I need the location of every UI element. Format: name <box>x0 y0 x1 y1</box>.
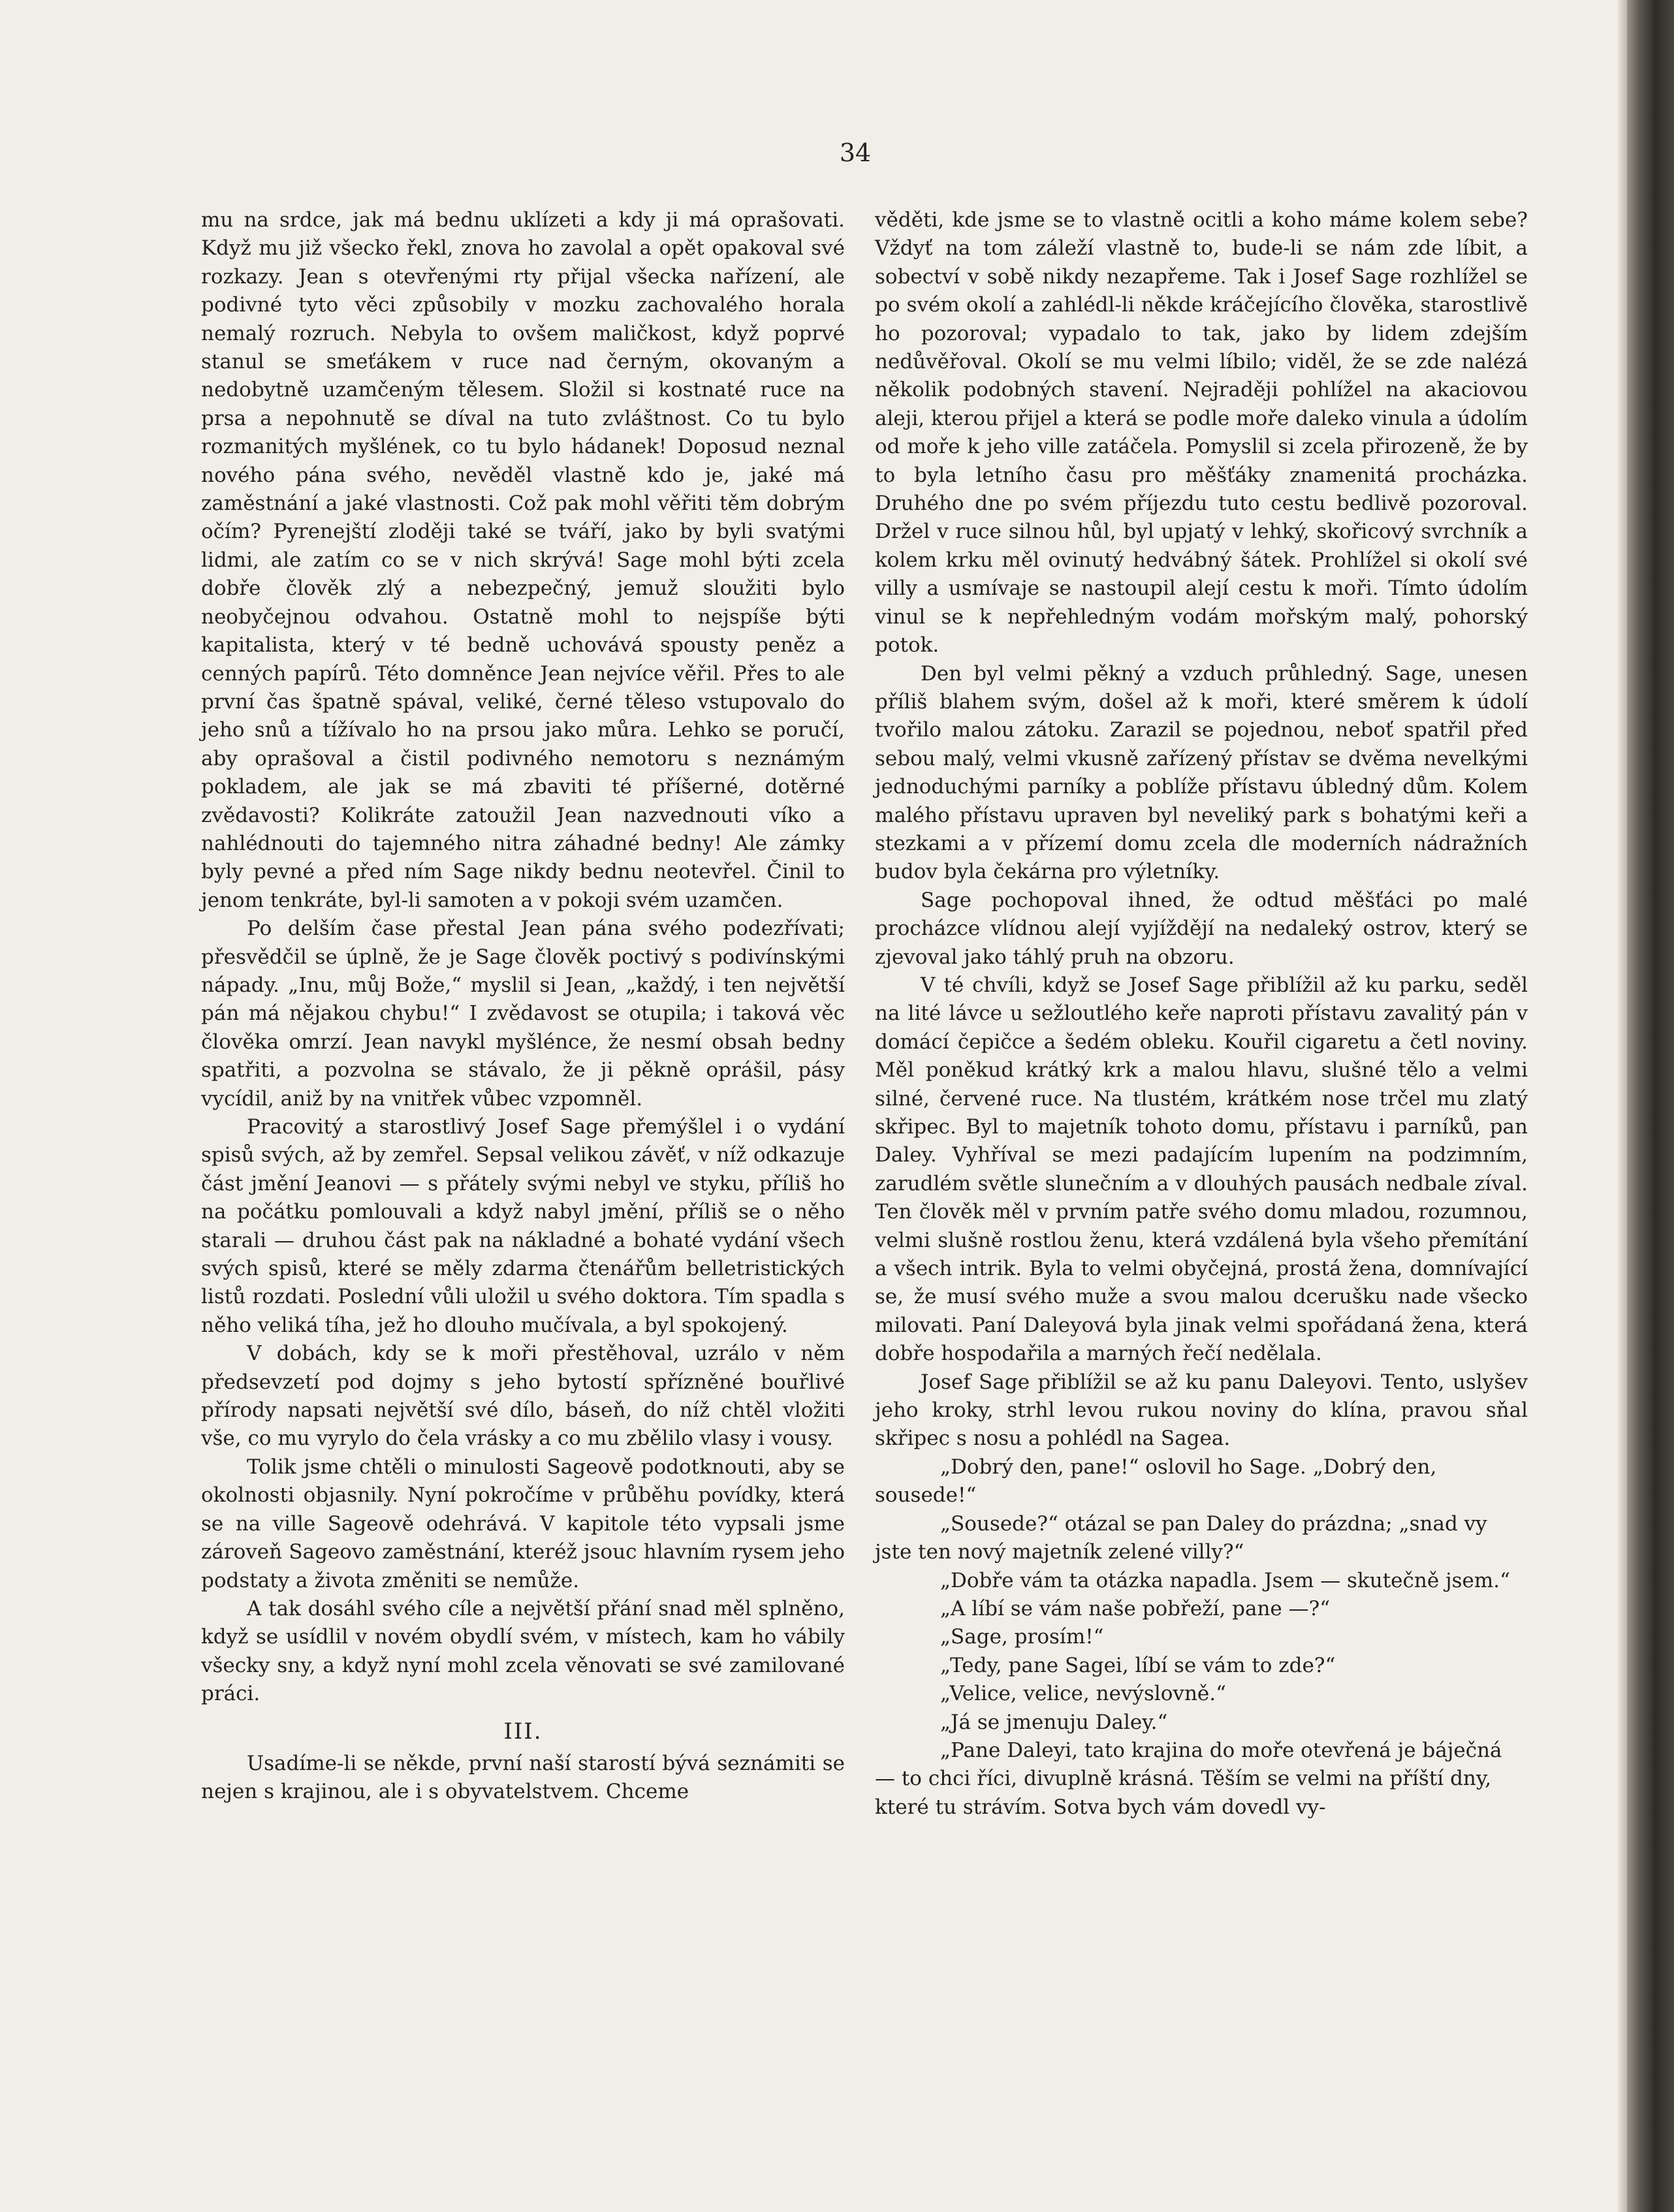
dialog-line-3: „Dobře vám ta otázka napadla. Jsem — skutečně jsem.“ <box>940 1568 1510 1592</box>
left-paragraph-after-heading: Usadíme-li se někde, první naší starostí bývá seznámiti se nejen s krajinou, ale i s obyvatelstvem. Chceme <box>201 1751 845 1804</box>
section-heading: III. <box>503 1718 543 1745</box>
right-paragraph-1: věděti, kde jsme se to vlastně ocitli a koho máme kolem sebe? Vždyť na tom záleží vlastně to, bude-li se nám zde líbit, a sobectví v sobě nikdy nezapřeme. Tak i Josef Sage rozhlížel se po svém okolí a zahlédl-li někde kráčejícího člověka, starostlivě ho pozoroval; vypadalo to tak, jako by lidem zdejším nedůvěřoval. Okolí se mu velmi líbilo; viděl, že se zde nalézá několik podobných stavení. Nejraději pohlížel na akaciovou aleji, kterou přijel a která se podle moře daleko vinula a údolím od moře k jeho ville zatáčela. Pomyslil si zcela přirozeně, že by to byla letního času pro měšťáky znamenitá procházka. Druhého dne po svém příjezdu tuto cestu bedlivě pozoroval. Držel v ruce silnou hůl, byl upjatý v lehký, skořicový svrchník a kolem krku měl ovinutý hedvábný šátek. Prohlížel si okolí své villy a usmívaje se nastoupil alejí cestu k moři. Tímto údolím vinul se k nepřehledným vodám mořským malý, pohorský potok. <box>875 208 1528 657</box>
dialog-line-4: „A líbí se vám naše pobřeží, pane —?“ <box>940 1596 1331 1620</box>
left-column <box>201 206 845 1807</box>
dialog-line-8: „Já se jmenuju Daley.“ <box>940 1710 1168 1734</box>
page-number: 34 <box>839 138 872 167</box>
left-paragraph-6: A tak dosáhl svého cíle a největší přání snad měl splněno, když se usídlil v novém obydlí svém, v místech, kam ho vábily všecky sny, a když nyní mohl zcela věnovati se své zamilované práci. <box>201 1596 845 1706</box>
left-paragraph-2: Po delším čase přestal Jean pána svého podezřívati; přesvědčil se úplně, že je Sage člověk poctivý s podivínskými nápady. „Inu, můj Bože,“ myslil si Jean, „každý, i ten největší pán má nějakou chybu!“ I zvědavost se otupila; i taková věc člověka omrzí. Jean navykl myšlénce, že nesmí obsah bedny spatřiti, a pozvolna se stávalo, že ji pěkně oprášil, pásy vycídil, aniž by na vnitřek vůbec vzpomněl. <box>201 917 845 1111</box>
left-paragraph-3: Pracovitý a starostlivý Josef Sage přemýšlel i o vydání spisů svých, až by zemřel. Sepsal velikou závěť, v níž odkazuje část jmění Jeanovi — s přátely svými nebyl ve styku, příliš ho na počátku pomlouvali a když nabyl jmění, příliš se o něho starali — druhou část pak na nákladné a bohaté vydání všech svých spisů, které se měly zdarma čtenářům belletristických listů rozdati. Poslední vůli uložil u svého doktora. Tím spadla s něho veliká tíha, jež ho dlouho mučívala, a byl spokojený. <box>201 1115 845 1337</box>
dialog-line-1: „Dobrý den, pane!“ oslovil ho Sage. „Dobrý den, sousede!“ <box>875 1455 1437 1508</box>
left-paragraph-5: Tolik jsme chtěli o minulosti Sageově podotknouti, aby se okolnosti objasnily. Nyní pokročíme v průběhu povídky, která se na ville Sageově odehrává. V kapitole této vypsali jsme zároveň Sageovo zaměstnání, kteréž jsouc hlavním rysem jeho podstaty a života změniti se nemůže. <box>201 1455 845 1592</box>
dialog-line-2: „Sousede?“ otázal se pan Daley do prázdna; „snad vy jste ten nový majetník zelené villy?“ <box>875 1511 1487 1564</box>
dialog-line-9: „Pane Daleyi, tato krajina do moře otevřená je báječná — to chci říci, divuplně krásná. Těším se velmi na příští dny, které tu strávím. Sotva bych vám dovedl vy- <box>875 1738 1502 1819</box>
left-paragraph-4: V dobách, kdy se k moři přestěhoval, uzrálo v něm předsevzetí pod dojmy s jeho bytostí spřízněné bouřlivé přírody napsati největší své dílo, báseň, do níž chtěl vložiti vše, co mu vyrylo do čela vrásky a co mu zbělilo vlasy i vousy. <box>201 1342 845 1451</box>
right-paragraph-3: Sage pochopoval ihned, že odtud měšťáci po malé procházce vlídnou alejí vyjíždějí na nedaleký ostrov, který se zjevoval jako táhlý pruh na obzoru. <box>875 888 1528 969</box>
right-paragraph-4: V té chvíli, když se Josef Sage přiblížil až ku parku, seděl na lité lávce u sežloutlého keře naproti přístavu zavalitý pán v domácí čepičce a šedém obleku. Kouřil cigaretu a četl noviny. Měl poněkud krátký krk a malou hlavu, slušné tělo a velmi silné, červené ruce. Na tlustém, krátkém nose trčel mu zlatý skřipec. Byl to majetník tohoto domu, přístavu i parníků, pan Daley. Vyhříval se mezi padajícím lupením na podzimním, zarudlém světle slunečním a v dlouhých pausách nedbale zíval. Ten člověk měl v prvním patře svého domu mladou, rozumnou, velmi slušně rostlou ženu, která vzdálená byla všeho přemítání a všech intrik. Byla to velmi obyčejná, prostá žena, domnívající se, že musí svého muže a svou malou dcerušku nade všecko milovati. Paní Daleyová byla jinak velmi spořádaná žena, která dobře hospodařila a marných řečí nedělala. <box>875 973 1528 1366</box>
book-spine <box>1627 0 1674 2212</box>
dialog-line-5: „Sage, prosím!“ <box>940 1625 1104 1649</box>
left-paragraph-1: mu na srdce, jak má bednu uklízeti a kdy ji má oprašovati. Když mu již všecko řekl, znova ho zavolal a opět opakoval své rozkazy. Jean s otevřenými rty přijal všecka nařízení, ale podivné tyto věci způsobily v mozku zachovalého horala nemalý rozruch. Nebyla to ovšem maličkost, když poprvé stanul se smeťákem v ruce nad černým, okovaným a nedobytně uzamčeným tělesem. Složil si kostnaté ruce na prsa a nepohnutě se díval na tuto zvláštnost. Co tu bylo rozmanitých myšlének, co tu bylo hádanek! Doposud neznal nového pána svého, nevěděl vlastně kdo je, jaké má zaměstnání a jaké vlastnosti. Což pak mohl věřiti těm dobrým očím? Pyrenejští zloději také se tváří, jako by byli svatými lidmi, ale zatím co se v nich skrývá! Sage mohl býti zcela dobře člověk zlý a nebezpečný, jemuž sloužiti bylo neobyčejnou odvahou. Ostatně mohl to nejspíše býti kapitalista, který v té bedně uchovává spousty peněz a cenných papírů. Této domněnce Jean nejvíce věřil. Přes to ale první čas špatně spával, veliké, černé těleso vstupovalo do jeho snů a tížívalo ho na prsou jako můra. Lehko se poručí, aby oprašoval a čistil podivného nemotoru s neznámým pokladem, ale jak se má zbaviti té příšerné, dotěrné zvědavosti? Kolikráte zatoužil Jean nazvednouti víko a nahlédnouti do tajemného nitra záhadné bedny! Ale zámky byly pevné a před ním Sage nikdy bednu neotevřel. Činil to jenom tenkráte, byl-li samoten a v pokoji svém uzamčen. <box>201 208 845 912</box>
dialog-line-6: „Tedy, pane Sagei, líbí se vám to zde?“ <box>940 1653 1336 1677</box>
dialog-line-7: „Velice, velice, nevýslovně.“ <box>940 1682 1226 1706</box>
right-paragraph-2: Den byl velmi pěkný a vzduch průhledný. Sage, unesen příliš blahem svým, došel až k moři, které směrem k údolí tvořilo malou zátoku. Zarazil se pojednou, neboť spatřil před sebou malý, velmi vkusně zařízený přístav se dvěma nevelkými jednoduchými parníky a poblíže přístavu úbledný dům. Kolem malého přístavu upraven byl neveliký park s bohatými keři a stezkami a v přízemí domu zcela dle moderních nádražních budov byla čekárna pro výletníky. <box>875 661 1528 884</box>
page-edge <box>1618 0 1627 2212</box>
right-paragraph-5: Josef Sage přiblížil se až ku panu Daleyovi. Tento, uslyšev jeho kroky, strhl levou rukou noviny do klína, pravou sňal skřipec s nosu a pohlédl na Sagea. <box>875 1370 1528 1451</box>
right-column <box>875 206 1528 1822</box>
